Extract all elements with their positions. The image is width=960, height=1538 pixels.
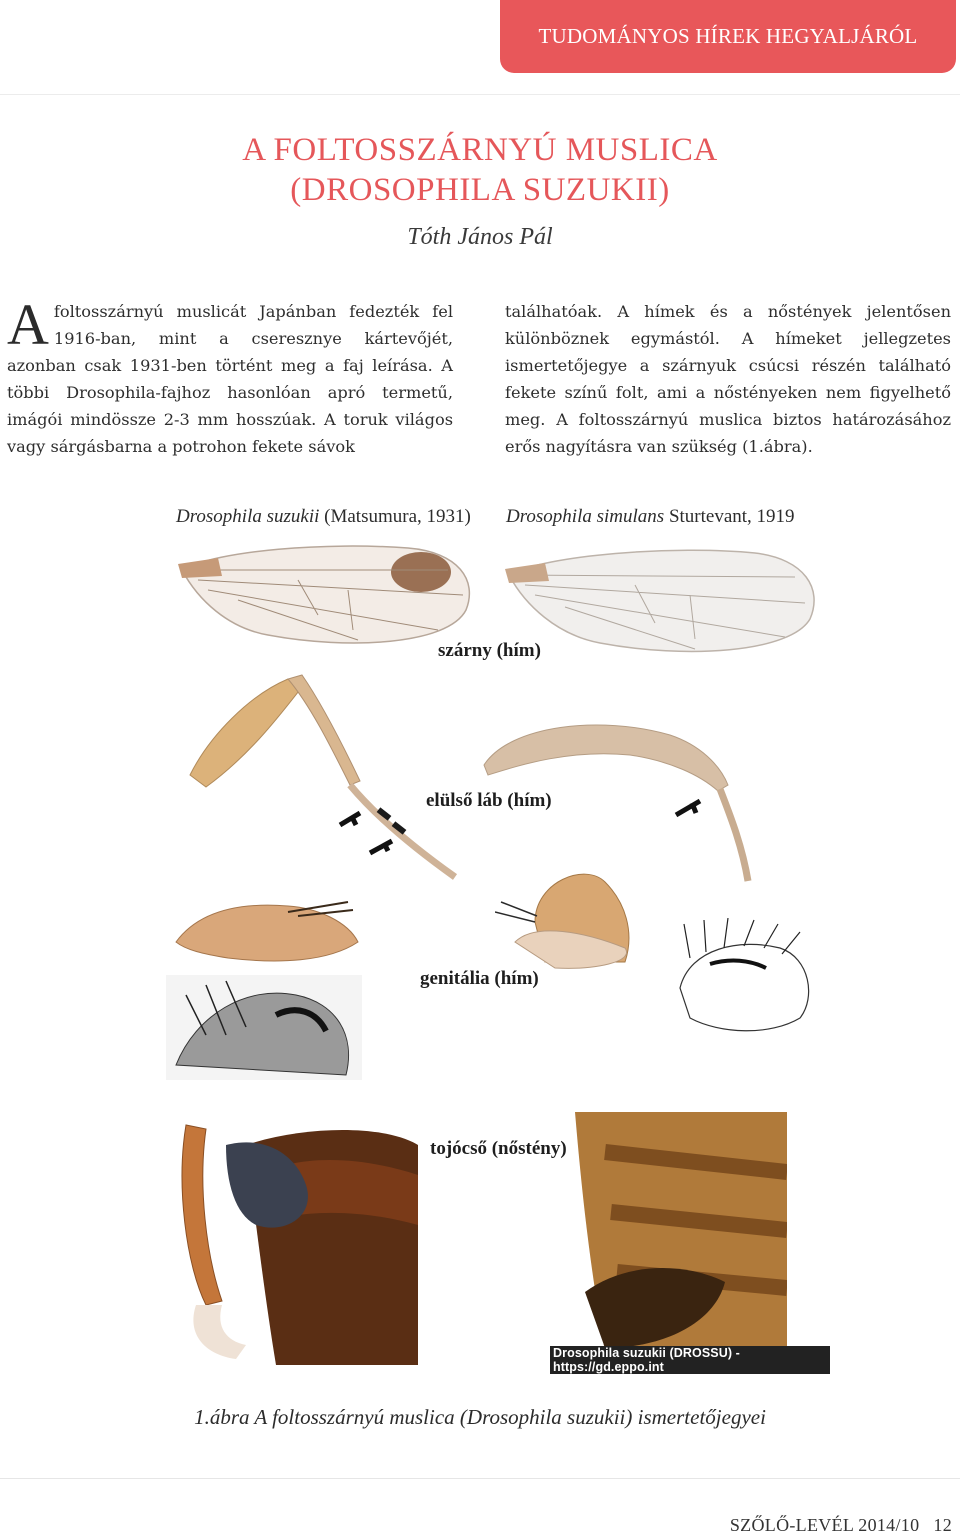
bottom-divider [0, 1478, 960, 1479]
title-line-2: (DROSOPHILA SUZUKII) [290, 172, 670, 208]
leg-suzukii-image [170, 665, 470, 885]
section-banner: TUDOMÁNYOS HÍREK HEGYALJÁRÓL [500, 0, 956, 73]
genitalia-suzukii-drawing [166, 975, 362, 1080]
left-species-author: (Matsumura, 1931) [324, 506, 471, 527]
ovipositor-suzukii-image [166, 1105, 418, 1365]
figure-caption: 1.ábra A foltosszárnyú muslica (Drosophila suzukii) ismertetőjegyei [194, 1405, 766, 1429]
drop-cap: A [7, 292, 49, 357]
source-watermark: Drosophila suzukii (DROSSU) - https://gd.eppo.int [550, 1346, 830, 1374]
title-line-1: A FOLTOSSZÁRNYÚ MUSLICA [242, 132, 718, 168]
body-column-left [7, 292, 453, 460]
genitalia-suzukii-image [168, 892, 368, 972]
right-species-author: Sturtevant, 1919 [668, 506, 795, 527]
body-column-right [505, 298, 951, 460]
label-ovipositor: tojócső (nőstény) [426, 1138, 571, 1160]
figure-plate [160, 500, 830, 1374]
journal-issue: SZŐLŐ-LEVÉL 2014/10 [729, 1515, 920, 1535]
page-footer [730, 1515, 952, 1536]
genitalia-simulans-drawing [670, 918, 820, 1038]
author-name: Tóth János Pál [407, 224, 553, 250]
label-wing: szárny (hím) [434, 640, 545, 662]
wing-suzukii-image [178, 540, 478, 660]
label-genitalia: genitália (hím) [416, 968, 543, 990]
ovipositor-simulans-image [565, 1112, 787, 1352]
label-leg: elülső láb (hím) [422, 790, 556, 812]
article-title [0, 130, 960, 210]
paragraph-left: foltosszárnyú muslicát Japánban fedezték fel 1916-ban, mint a cseresznye kártevőjét, azonban csak 1931-ben történt meg a faj leírása. A többi Drosophila-fajhoz hasonlóan apró termetű, imágói mindössze 2-3 mm hosszúak. A toruk világos vagy sárgásbarna a potrohon fekete sávok [7, 302, 453, 456]
paragraph-right: találhatóak. A hímek és a nőstények jelentősen különböznek egymástól. A hímeket jellegzetes ismertetőjegye a szárnyuk csúcsi részén található fekete színű folt, ami a nőstényeken nem figyelhető meg. A foltosszárnyú muslica biztos határozásához erős nagyításra van szükség (1.ábra). [505, 302, 951, 456]
wing-simulans-image [505, 545, 825, 670]
top-divider [0, 94, 960, 95]
right-species-name: Drosophila simulans [506, 506, 665, 527]
genitalia-simulans-image [495, 862, 665, 972]
right-species-heading [506, 506, 795, 528]
left-species-heading [176, 506, 471, 528]
left-species-name: Drosophila suzukii [176, 506, 320, 527]
page-number: 12 [933, 1515, 952, 1535]
